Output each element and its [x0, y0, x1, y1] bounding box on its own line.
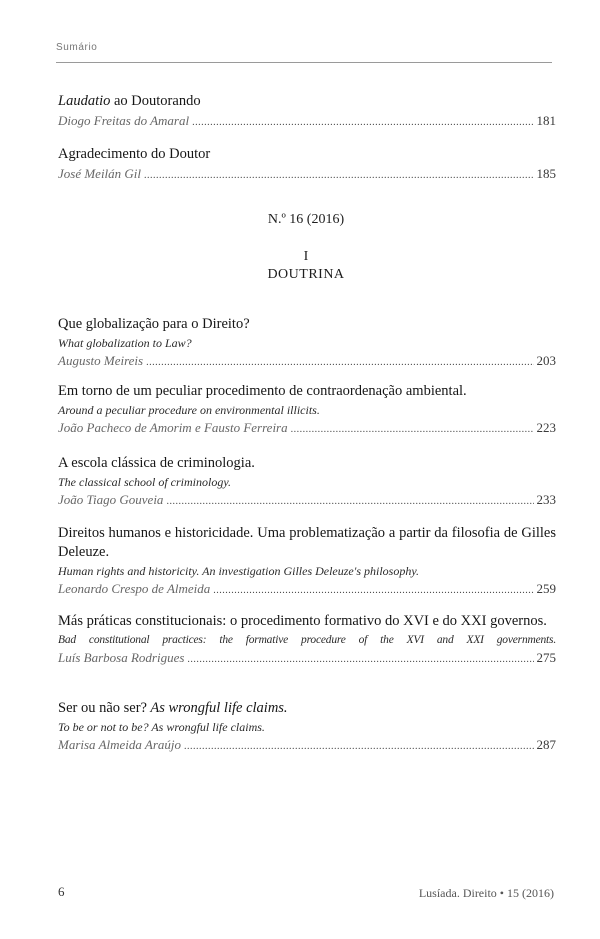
dot-leader	[144, 167, 533, 185]
toc-entry-title: Direitos humanos e historicidade. Uma problematização a partir da filosofia de Gilles Deleuze.	[58, 525, 556, 560]
dot-leader	[291, 421, 534, 439]
toc-entry-page: 223	[536, 420, 556, 435]
toc-entry-title: A escola clássica de criminologia.	[58, 455, 255, 471]
toc-entry-article	[58, 524, 556, 600]
toc-entry-title: Agradecimento do Doutor	[58, 146, 211, 162]
toc-entry-agradecimento	[58, 145, 556, 185]
toc-entry-page: 185	[536, 166, 556, 181]
toc-entry-author: João Tiago Gouveia	[58, 492, 164, 507]
toc-entry-page: 287	[536, 737, 556, 752]
toc-entry-title: Laudatio ao Doutorando	[58, 93, 201, 109]
dot-leader	[184, 738, 533, 756]
toc-entry-article	[58, 699, 556, 756]
toc-entry-author: José Meilán Gil	[58, 166, 142, 181]
toc-entry-leader	[58, 419, 556, 439]
toc-entry-title: Ser ou não ser? As wrongful life claims.	[58, 700, 288, 716]
footer-journal: Lusíada. Direito • 15 (2016)	[418, 886, 554, 900]
toc-entry-page: 233	[536, 492, 556, 507]
toc-entry-title: Em torno de um peculiar procedimento de contraordenação ambiental.	[58, 383, 467, 399]
dot-leader	[213, 582, 533, 600]
part-numeral: I	[303, 249, 309, 264]
toc-entry-author: Marisa Almeida Araújo	[58, 737, 182, 752]
header-rule	[56, 62, 552, 63]
dot-leader	[146, 354, 533, 372]
toc-entry-article	[58, 315, 556, 372]
toc-entry-subtitle: Human rights and historicity. An investigation Gilles Deleuze's philosophy.	[58, 564, 419, 578]
toc-entry-author: Leonardo Crespo de Almeida	[58, 581, 211, 596]
toc-entry-leader	[58, 112, 556, 132]
part-title: DOUTRINA	[267, 267, 345, 282]
toc-entry-leader	[58, 352, 556, 372]
toc-entry-article	[58, 454, 556, 511]
toc-entry-leader	[58, 736, 556, 756]
toc-entry-subtitle: Bad constitutional practices: the formative procedure of the XVI and XXI governments.	[58, 634, 556, 646]
toc-entry-title: Más práticas constitucionais: o procedimento formativo do XVI e do XXI governos.	[58, 613, 547, 629]
toc-entry-page: 181	[536, 113, 556, 128]
dot-leader	[166, 493, 533, 511]
toc-entry-page: 203	[536, 353, 556, 368]
toc-entry-author: Augusto Meireis	[58, 353, 144, 368]
dot-leader	[192, 114, 533, 132]
dot-leader	[187, 651, 533, 669]
toc-entry-page: 259	[536, 581, 556, 596]
toc-entry-subtitle: What globalization to Law?	[58, 336, 192, 350]
toc-entry-article	[58, 382, 556, 439]
toc-entry-leader	[58, 165, 556, 185]
footer-page-number: 6	[58, 884, 65, 899]
toc-entry-subtitle: To be or not to be? As wrongful life claims.	[58, 720, 265, 734]
toc-entry-title: Que globalização para o Direito?	[58, 316, 250, 332]
toc-entry-subtitle: Around a peculiar procedure on environmental illicits.	[58, 403, 320, 417]
toc-entry-article	[58, 612, 556, 669]
toc-entry-subtitle: The classical school of criminology.	[58, 475, 231, 489]
toc-entry-leader	[58, 491, 556, 511]
toc-entry-page: 275	[536, 650, 556, 665]
toc-entry-leader	[58, 649, 556, 669]
toc-entry-author: Diogo Freitas do Amaral	[58, 113, 190, 128]
issue-number: N.º 16 (2016)	[267, 212, 345, 227]
toc-entry-laudatio	[58, 92, 556, 132]
toc-entry-leader	[58, 580, 556, 600]
running-head: Sumário	[56, 42, 98, 53]
toc-entry-author: João Pacheco de Amorim e Fausto Ferreira	[58, 420, 288, 435]
toc-entry-author: Luís Barbosa Rodrigues	[58, 650, 185, 665]
